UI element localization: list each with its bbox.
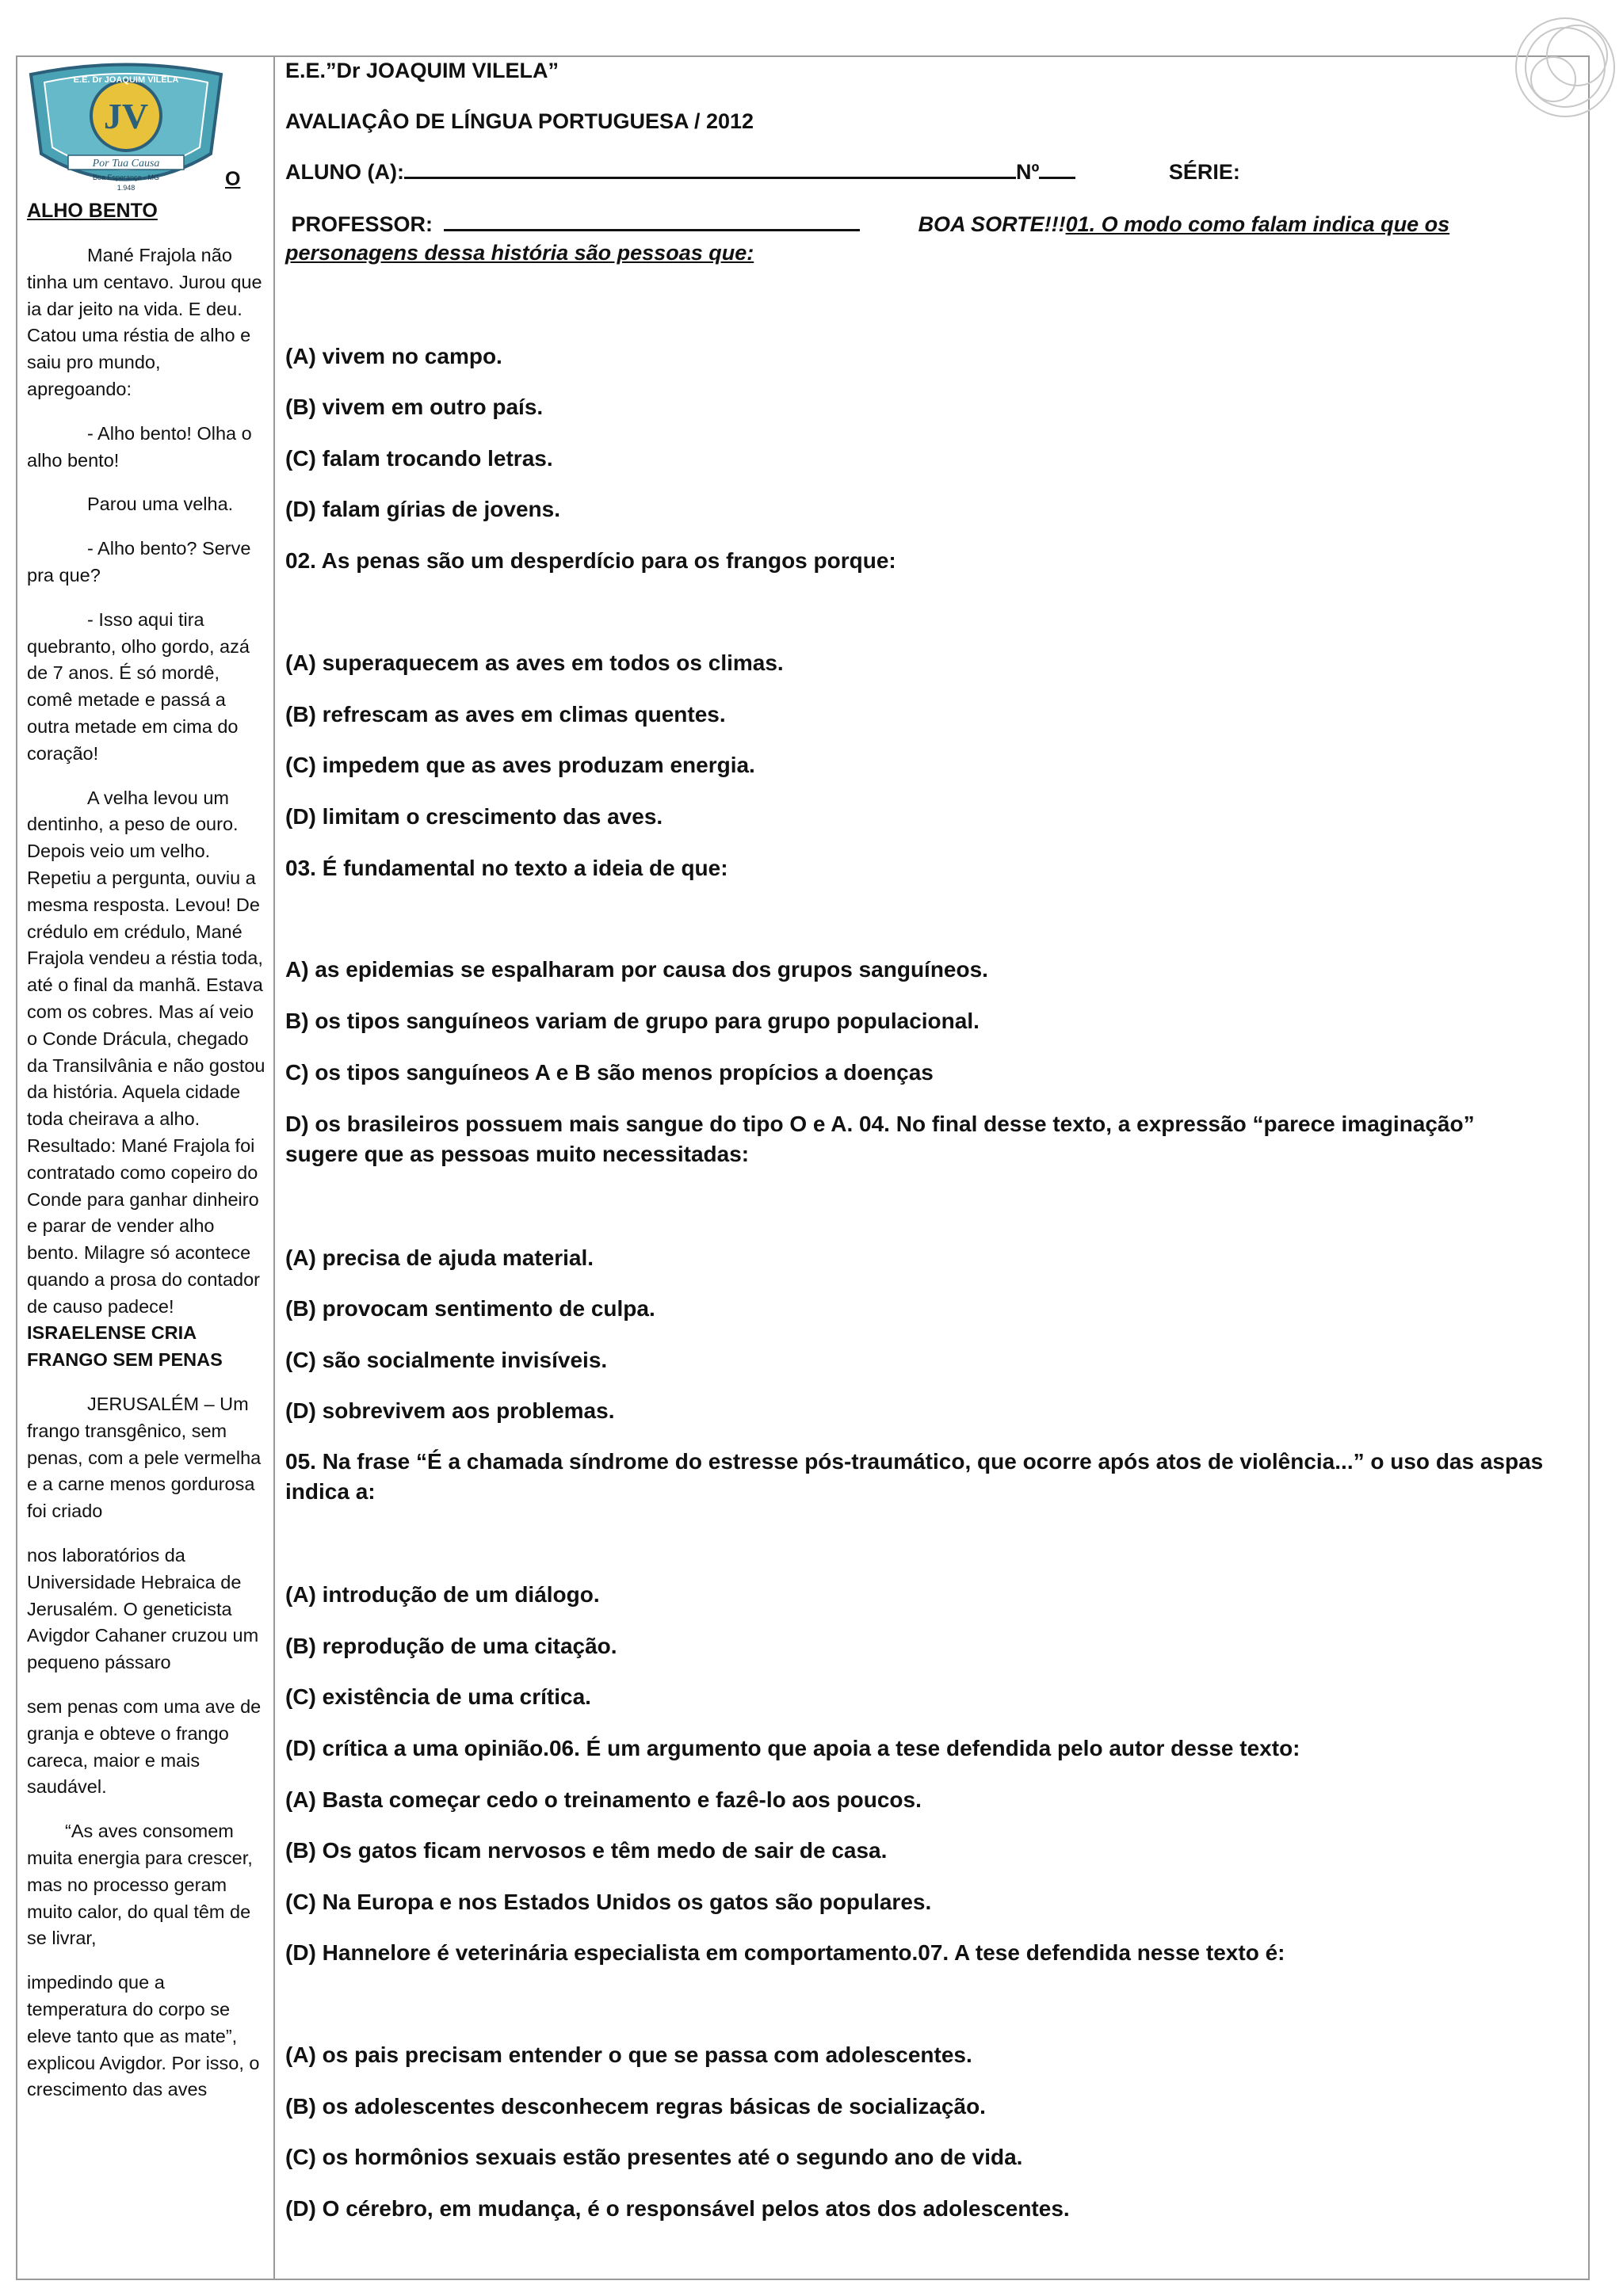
q7-option-d: (D) O cérebro, em mudança, é o responsável pelos atos dos adolescentes. xyxy=(285,2196,1070,2221)
q5-option-c: (C) existência de uma crítica. xyxy=(285,1684,591,1709)
good-luck: BOA SORTE!!! xyxy=(918,212,1066,236)
q4-option-d: (D) sobrevivem aos problemas. xyxy=(285,1398,615,1423)
q3-stem: 03. É fundamental no texto a ideia de que: xyxy=(285,856,728,880)
story-title-o: O xyxy=(225,168,241,190)
student-name-field[interactable] xyxy=(404,177,1016,179)
school-logo xyxy=(27,59,225,201)
q3-option-a: A) as epidemias se espalharam por causa dos grupos sanguíneos. xyxy=(285,957,988,982)
svg-text:JV: JV xyxy=(103,96,149,136)
student-row xyxy=(285,160,1240,185)
q5-option-b: (B) reprodução de uma citação. xyxy=(285,1634,617,1658)
story-paragraph: - Isso aqui tira quebranto, olho gordo, azá de 7 anos. É só mordê, comê metade e passá a outra metade em cima do coração! xyxy=(27,608,250,764)
svg-text:1.948: 1.948 xyxy=(116,184,136,192)
story-text xyxy=(27,242,269,2121)
q1-option-a: (A) vivem no campo. xyxy=(285,344,502,368)
story-paragraph: Parou uma velha. xyxy=(87,494,234,515)
q6-option-b: (B) Os gatos ficam nervosos e têm medo de sair de casa. xyxy=(285,1838,888,1863)
q3-option-b: B) os tipos sanguíneos variam de grupo para grupo populacional. xyxy=(285,1009,980,1033)
article-paragraph: “As aves consomem muita energia para crescer, mas no processo geram muito calor, do qual têm de se livrar, xyxy=(27,1821,253,1949)
teacher-name-field[interactable] xyxy=(444,229,860,231)
story-paragraph: - Alho bento! Olha o alho bento! xyxy=(27,422,252,471)
q7-option-c: (C) os hormônios sexuais estão presentes até o segundo ano de vida. xyxy=(285,2145,1023,2169)
q2-stem: 02. As penas são um desperdício para os frangos porque: xyxy=(285,548,896,573)
svg-text:E.E. Dr JOAQUIM VILELA: E.E. Dr JOAQUIM VILELA xyxy=(73,75,179,85)
q2-option-d: (D) limitam o crescimento das aves. xyxy=(285,804,663,829)
teacher-row xyxy=(285,212,1449,237)
q4-option-b: (B) provocam sentimento de culpa. xyxy=(285,1296,655,1321)
q7-option-b: (B) os adolescentes desconhecem regras básicas de socialização. xyxy=(285,2094,986,2119)
story-paragraph-text: A velha levou um dentinho, a peso de ouro. Depois veio um velho. Repetiu a pergunta, ouviu a mesma resposta. Levou! De crédulo em crédulo, Mané Frajola vendeu a réstia toda, até o final da manhã. Estava com os cobres. Mas aí veio o Conde Drácula, chegado da Transilvânia e não gostou da história. Aquela cidade toda cheirava a alho. Resultado: Mané Frajola foi contratado como copeiro do Conde para ganhar dinheiro e parar de vender alho bento. Milagre só acontece quando a prosa do contador de causo padece! xyxy=(27,787,265,1317)
q1-stem: 01. O modo como falam indica que os xyxy=(1065,212,1450,236)
article-title: ISRAELENSE CRIA FRANGO SEM PENAS xyxy=(27,1322,223,1371)
q1-option-d: (D) falam gírias de jovens. xyxy=(285,497,560,521)
q5-option-a: (A) introdução de um diálogo. xyxy=(285,1582,600,1607)
story-paragraph xyxy=(27,785,269,1375)
q1-stem-cont: personagens dessa história são pessoas que: xyxy=(285,241,754,265)
q4-option-c: (C) são socialmente invisíveis. xyxy=(285,1348,608,1372)
q5-stem: 05. Na frase “É a chamada síndrome do estresse pós-traumático, que ocorre após atos de violência...” o uso das aspas indica a: xyxy=(285,1449,1544,1504)
story-paragraph: - Alho bento? Serve pra que? xyxy=(27,538,251,585)
q6-option-a: (A) Basta começar cedo o treinamento e fazê-lo aos poucos. xyxy=(285,1787,922,1812)
number-label: Nº xyxy=(1015,160,1040,184)
q1-option-c: (C) falam trocando letras. xyxy=(285,446,553,471)
svg-text:Boa Esperança - MG: Boa Esperança - MG xyxy=(92,174,160,181)
q2-option-c: (C) impedem que as aves produzam energia. xyxy=(285,753,755,777)
q6-option-d-q7-stem: (D) Hannelore é veterinária especialista em comportamento.07. A tese defendida nesse texto é: xyxy=(285,1940,1285,1965)
story-title: ALHO BENTO xyxy=(27,200,158,222)
decorative-circles xyxy=(1490,8,1617,127)
q6-option-c: (C) Na Europa e nos Estados Unidos os gatos são populares. xyxy=(285,1890,932,1914)
school-name: E.E.”Dr JOAQUIM VILELA” xyxy=(285,59,559,82)
grade-label: SÉRIE: xyxy=(1168,160,1240,184)
q2-option-a: (A) superaquecem as aves em todos os climas. xyxy=(285,650,784,675)
student-label: ALUNO (A): xyxy=(285,160,404,184)
article-paragraph: impedindo que a temperatura do corpo se eleve tanto que as mate”, explicou Avigdor. Por isso, o crescimento das aves xyxy=(27,1972,260,2100)
article-paragraph: JERUSALÉM – Um frango transgênico, sem penas, com a pele vermelha e a carne menos gordurosa foi criado xyxy=(27,1394,262,1522)
story-paragraph: Mané Frajola não tinha um centavo. Jurou que ia dar jeito na vida. E deu. Catou uma réstia de alho e saiu pro mundo, apregoando: xyxy=(27,245,262,399)
number-field[interactable] xyxy=(1039,177,1075,179)
q5-option-d-q6-stem: (D) crítica a uma opinião.06. É um argumento que apoia a tese defendida pelo autor desse texto: xyxy=(285,1736,1300,1760)
column-divider xyxy=(273,55,275,2280)
q7-option-a: (A) os pais precisam entender o que se passa com adolescentes. xyxy=(285,2042,972,2067)
svg-text:Por Tua Causa: Por Tua Causa xyxy=(92,158,160,170)
q1-option-b: (B) vivem em outro país. xyxy=(285,395,544,419)
q3-option-d-q4-stem: D) os brasileiros possuem mais sangue do tipo O e A. 04. No final desse texto, a expressão “parece imaginação” sugere que as pessoas muito necessitadas: xyxy=(285,1112,1475,1166)
exam-title: AVALIAÇÂO DE LÍNGUA PORTUGUESA / 2012 xyxy=(285,109,754,133)
q4-option-a: (A) precisa de ajuda material. xyxy=(285,1245,594,1270)
teacher-label: PROFESSOR: xyxy=(291,212,433,236)
article-paragraph: sem penas com uma ave de granja e obteve o frango careca, maior e mais saudável. xyxy=(27,1696,262,1798)
article-paragraph: nos laboratórios da Universidade Hebraica de Jerusalém. O geneticista Avigdor Cahaner cruzou um pequeno pássaro xyxy=(27,1545,259,1673)
q3-option-c: C) os tipos sanguíneos A e B são menos propícios a doenças xyxy=(285,1060,934,1085)
q2-option-b: (B) refrescam as aves em climas quentes. xyxy=(285,702,726,727)
